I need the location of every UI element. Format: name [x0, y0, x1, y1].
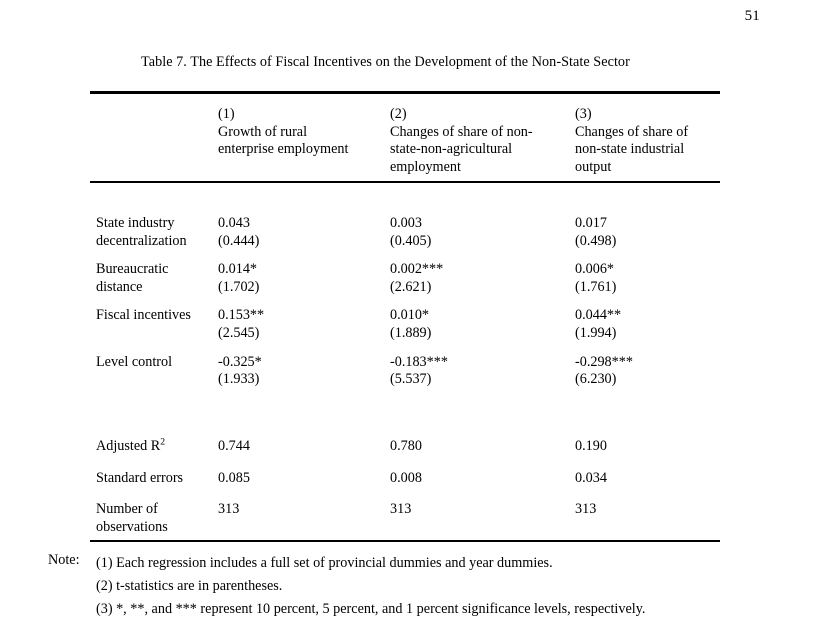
- table-statistics-body: [90, 438, 722, 550]
- table-row: [90, 501, 722, 536]
- tstatistic-value: (6.230): [575, 371, 617, 388]
- tstatistic-value: (2.621): [390, 278, 432, 295]
- row-cell-col3: [575, 307, 722, 342]
- row-cell-col1: [218, 215, 390, 250]
- row-cell-col3: 0.034: [575, 469, 607, 486]
- coefficient-value: 0.153**: [218, 307, 265, 324]
- coefficient-value: -0.298***: [575, 353, 633, 370]
- row-label-line1: Bureaucratic: [96, 261, 169, 278]
- row-label-line2: distance: [96, 278, 143, 295]
- tstatistic-value: (1.889): [390, 324, 432, 341]
- table-row: [90, 215, 722, 250]
- table-row: [90, 307, 722, 342]
- header-cell-col2: [390, 106, 575, 176]
- coefficient-value: 0.044**: [575, 307, 622, 324]
- row-cell-col2: 0.008: [390, 469, 422, 486]
- row-label: [90, 261, 218, 296]
- row-cell-col1: 0.085: [218, 469, 250, 486]
- col3-line3: output: [575, 158, 612, 175]
- coefficient-value: 0.002***: [390, 261, 444, 278]
- row-cell-col3: [575, 354, 722, 389]
- table-notes: [48, 552, 645, 622]
- row-cell-col1: [218, 354, 390, 389]
- coefficient-value: 0.003: [390, 215, 422, 231]
- tstatistic-value: (1.933): [218, 371, 260, 388]
- row-cell-col3: 0.190: [575, 438, 607, 454]
- table-coefficient-body: [90, 215, 722, 400]
- row-cell-col1: [218, 307, 390, 342]
- row-label-line2: observations: [96, 518, 168, 535]
- tstatistic-value: (1.994): [575, 324, 617, 341]
- notes-label: Note:: [48, 552, 80, 568]
- row-label: [90, 438, 218, 456]
- tstatistic-value: (1.761): [575, 278, 617, 295]
- row-cell-col1: [218, 261, 390, 296]
- col1-number: (1): [218, 106, 235, 122]
- row-label-line2: decentralization: [96, 232, 187, 249]
- coefficient-value: 0.010*: [390, 307, 430, 324]
- coefficient-value: 0.014*: [218, 261, 258, 278]
- coefficient-value: -0.325*: [218, 353, 262, 370]
- row-label: [90, 501, 218, 536]
- coefficient-value: 0.017: [575, 215, 607, 231]
- table-column-headers: [90, 106, 722, 176]
- header-cell-col3: [575, 106, 722, 176]
- col3-line2: non-state industrial: [575, 141, 685, 158]
- page-number: 51: [744, 8, 760, 24]
- col2-line2: state-non-agricultural: [390, 141, 513, 158]
- row-label-line1: Fiscal incentives: [96, 307, 191, 324]
- coefficient-value: -0.183***: [390, 353, 448, 370]
- col2-line1: Changes of share of non-: [390, 123, 533, 140]
- col2-line3: employment: [390, 158, 461, 175]
- tstatistic-value: (5.537): [390, 371, 432, 388]
- table-header-row: [90, 106, 722, 176]
- table-row: [90, 470, 722, 488]
- row-label: [90, 215, 218, 250]
- header-cell-col1: [218, 106, 390, 159]
- table-header-rule: [90, 181, 720, 183]
- coefficient-value: 0.006*: [575, 261, 615, 278]
- row-label-line1: [96, 438, 218, 456]
- table-top-rule: [90, 91, 720, 94]
- row-cell-col3: [575, 261, 722, 296]
- coefficient-value: 0.043: [218, 215, 250, 231]
- row-cell-col3: [575, 215, 722, 250]
- col3-line1: Changes of share of: [575, 123, 689, 140]
- row-cell-col2: 0.780: [390, 438, 422, 454]
- tstatistic-value: (2.545): [218, 324, 260, 341]
- tstatistic-value: (0.405): [390, 232, 432, 249]
- row-label-line1: Standard errors: [96, 469, 184, 486]
- row-cell-col2: [390, 307, 575, 342]
- row-cell-col2: [390, 261, 575, 296]
- col1-line1: Growth of rural: [218, 123, 308, 140]
- note-item: (3) *, **, and *** represent 10 percent, 5 percent, and 1 percent significance levels, respectively.: [96, 601, 646, 618]
- row-label-line1: Level control: [96, 353, 173, 370]
- table-row: [90, 438, 722, 456]
- col2-number: (2): [390, 106, 407, 122]
- row-cell-col2: [390, 215, 575, 250]
- row-label: [90, 307, 218, 325]
- row-cell-col3: 313: [575, 501, 597, 518]
- row-label: [90, 470, 218, 488]
- col1-line2: enterprise employment: [218, 141, 349, 158]
- tstatistic-value: (0.444): [218, 232, 260, 249]
- note-item: (2) t-statistics are in parentheses.: [96, 578, 283, 595]
- row-label-superscript: 2: [160, 436, 166, 448]
- row-cell-col2: [390, 354, 575, 389]
- note-item: (1) Each regression includes a full set of provincial dummies and year dummies.: [96, 555, 553, 571]
- row-cell-col1: 0.744: [218, 438, 250, 454]
- row-label-text: Adjusted R: [96, 438, 161, 454]
- row-cell-col2: 313: [390, 501, 412, 518]
- row-label-line1: Number of: [96, 501, 158, 518]
- table-caption: Table 7. The Effects of Fiscal Incentives on the Development of the Non-State Sector: [141, 54, 630, 70]
- notes-list: [96, 552, 645, 622]
- tstatistic-value: (1.702): [218, 278, 260, 295]
- col3-number: (3): [575, 106, 592, 122]
- row-cell-col1: 313: [218, 501, 240, 518]
- tstatistic-value: (0.498): [575, 232, 617, 249]
- row-label-line1: State industry: [96, 215, 175, 231]
- table-row: [90, 354, 722, 389]
- row-label: [90, 354, 218, 372]
- table-row: [90, 261, 722, 296]
